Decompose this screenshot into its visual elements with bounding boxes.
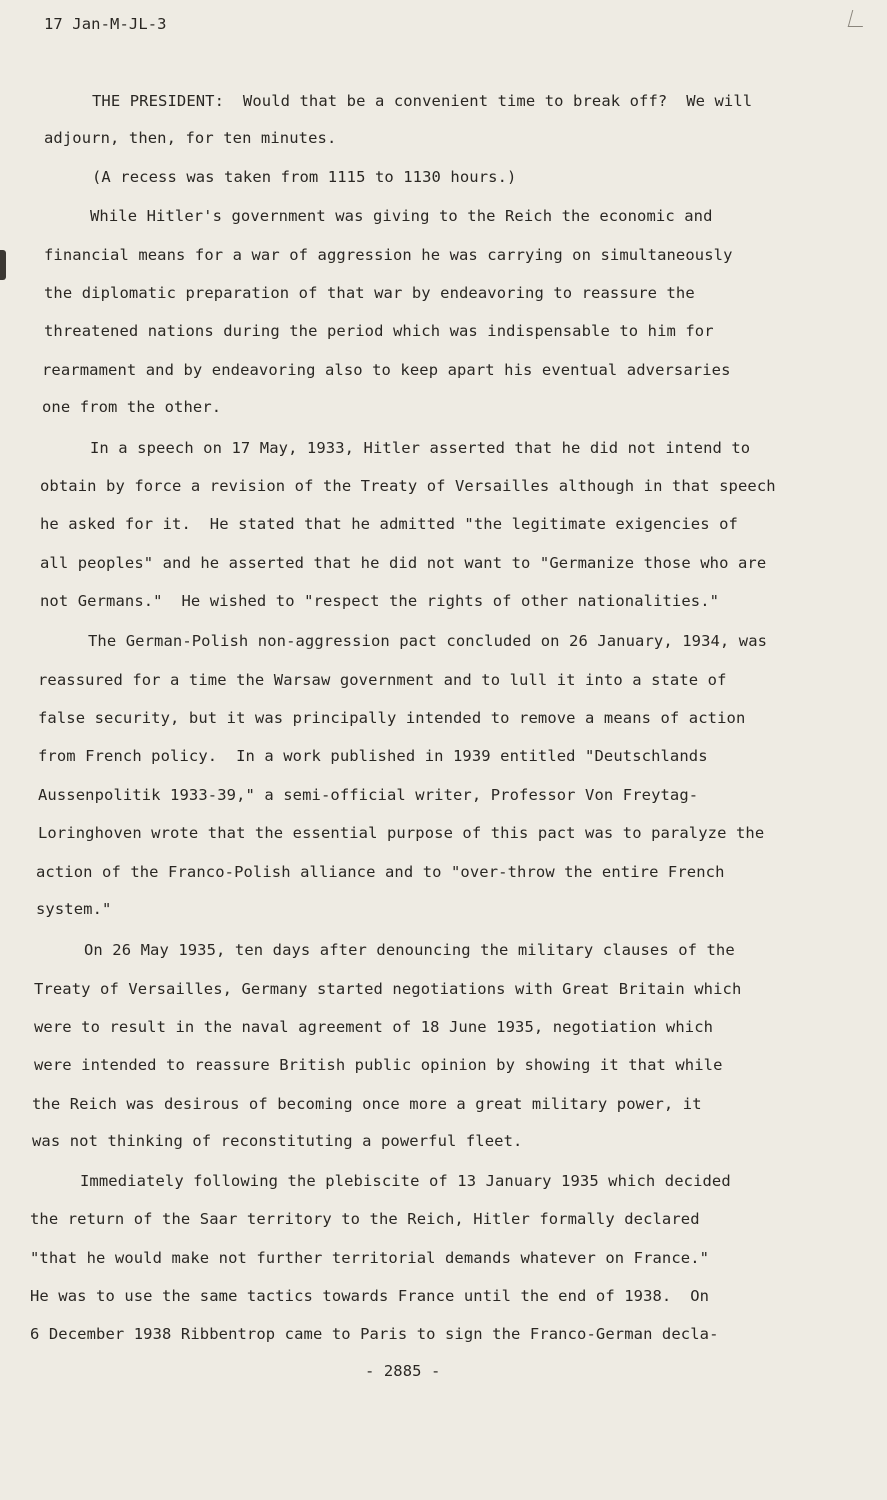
text-line: He was to use the same tactics towards France until the end of 1938. On	[30, 1287, 710, 1305]
text-line: the diplomatic preparation of that war by endeavoring to reassure the	[44, 284, 695, 302]
page-number: - 2885 -	[365, 1362, 441, 1380]
text-line: financial means for a war of aggression he was carrying on simultaneously	[44, 246, 733, 264]
text-line: 6 December 1938 Ribbentrop came to Paris to sign the Franco-German decla-	[30, 1325, 719, 1343]
text-line: obtain by force a revision of the Treaty of Versailles although in that speech	[40, 477, 776, 495]
text-line: system."	[36, 900, 112, 918]
text-line: from French policy. In a work published in 1939 entitled "Deutschlands	[38, 747, 708, 765]
text-line: threatened nations during the period which was indispensable to him for	[44, 322, 714, 340]
corner-fold-mark	[848, 10, 868, 27]
text-line: THE PRESIDENT: Would that be a convenient time to break off? We will	[92, 92, 753, 110]
text-line: While Hitler's government was giving to the Reich the economic and	[90, 207, 713, 225]
text-line: (A recess was taken from 1115 to 1130 hours.)	[92, 168, 517, 186]
text-line: Treaty of Versailles, Germany started negotiations with Great Britain which	[34, 980, 742, 998]
text-line: the Reich was desirous of becoming once more a great military power, it	[32, 1095, 702, 1113]
text-line: the return of the Saar territory to the Reich, Hitler formally declared	[30, 1210, 700, 1228]
binding-edge-mark	[0, 250, 6, 280]
text-line: reassured for a time the Warsaw government and to lull it into a state of	[38, 671, 727, 689]
text-line: Loringhoven wrote that the essential purpose of this pact was to paralyze the	[38, 824, 765, 842]
text-line: were intended to reassure British public opinion by showing it that while	[34, 1056, 723, 1074]
text-line: Aussenpolitik 1933-39," a semi-official writer, Professor Von Freytag-	[38, 786, 699, 804]
text-line: rearmament and by endeavoring also to keep apart his eventual adversaries	[42, 361, 731, 379]
text-line: On 26 May 1935, ten days after denouncing the military clauses of the	[84, 941, 735, 959]
text-line: were to result in the naval agreement of 18 June 1935, negotiation which	[34, 1018, 714, 1036]
text-line: false security, but it was principally intended to remove a means of action	[38, 709, 746, 727]
header-code: 17 Jan-M-JL-3	[44, 15, 167, 33]
text-line: adjourn, then, for ten minutes.	[44, 129, 337, 147]
text-line: was not thinking of reconstituting a powerful fleet.	[32, 1132, 523, 1150]
text-line: "that he would make not further territorial demands whatever on France."	[30, 1249, 710, 1267]
text-line: he asked for it. He stated that he admitted "the legitimate exigencies of	[40, 515, 738, 533]
text-line: Immediately following the plebiscite of 13 January 1935 which decided	[80, 1172, 731, 1190]
text-line: action of the Franco-Polish alliance and to "over-throw the entire French	[36, 863, 725, 881]
text-line: not Germans." He wished to "respect the rights of other nationalities."	[40, 592, 720, 610]
text-line: In a speech on 17 May, 1933, Hitler asserted that he did not intend to	[90, 439, 751, 457]
text-line: one from the other.	[42, 398, 222, 416]
text-line: all peoples" and he asserted that he did not want to "Germanize those who are	[40, 554, 767, 572]
text-line: The German-Polish non-aggression pact concluded on 26 January, 1934, was	[88, 632, 768, 650]
